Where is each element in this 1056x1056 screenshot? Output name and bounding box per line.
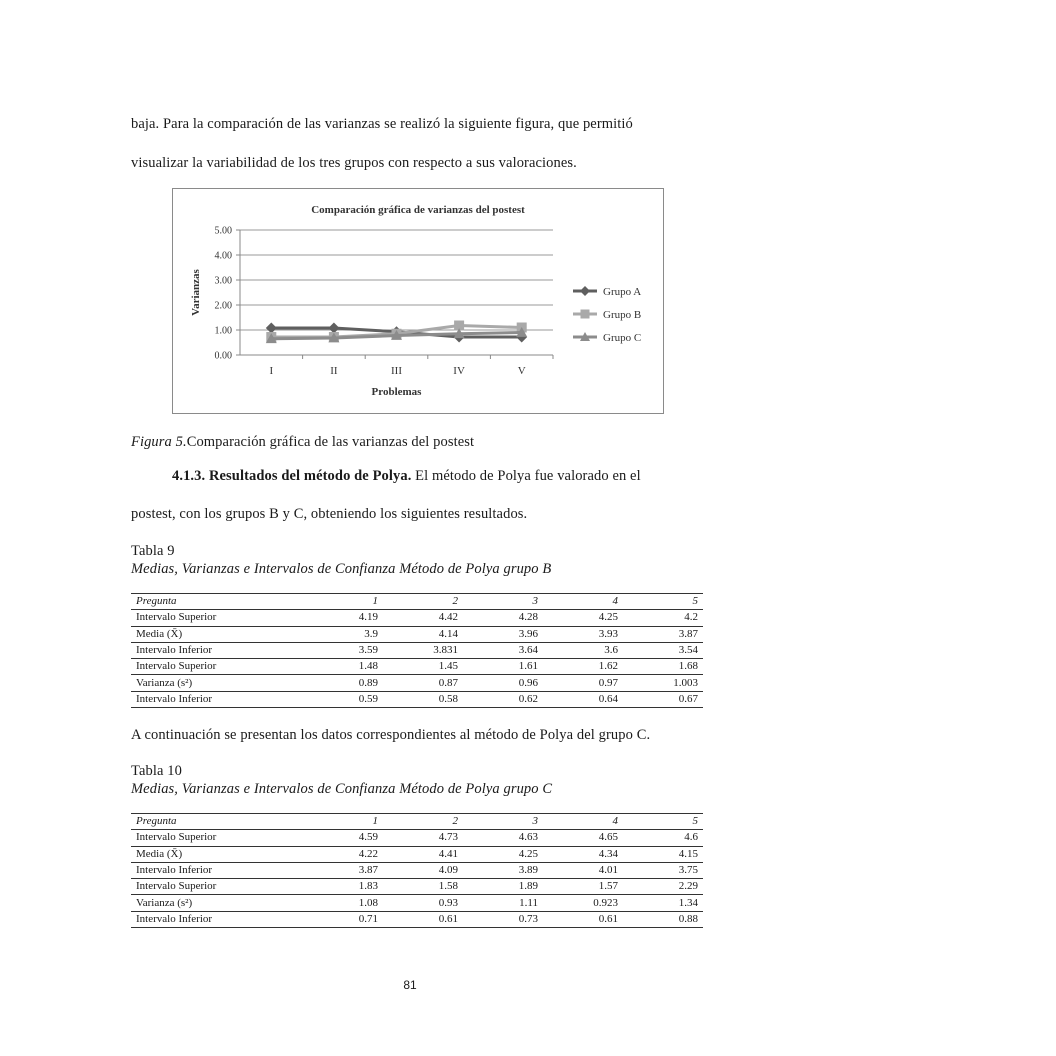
table-cell: 4.34 [543,846,623,862]
table-cell: 4.22 [303,846,383,862]
table-row [131,846,703,862]
table-cell: 0.73 [463,911,543,927]
table-cell: Intervalo Superior [131,830,303,846]
table-cell: 4.63 [463,830,543,846]
table-cell: 1.34 [623,895,703,911]
table-cell: 1.68 [623,659,703,675]
table-row [131,626,703,642]
table10 [131,813,703,928]
table-cell: 1.83 [303,879,383,895]
table-cell: Intervalo Inferior [131,911,303,927]
table-row [131,610,703,626]
table-cell: 4.14 [383,626,463,642]
table-header-cell: 1 [303,814,383,830]
table-cell: 0.61 [383,911,463,927]
table9-title: Medias, Varianzas e Intervalos de Confianza Método de Polya grupo B [131,561,552,577]
table-cell: 0.923 [543,895,623,911]
body-paragraph-3: postest, con los grupos B y C, obteniendo los siguientes resultados. [131,506,528,522]
legend-marker [580,286,590,296]
table-cell: 4.01 [543,862,623,878]
y-tick-label: 5.00 [214,225,232,237]
table-row [131,895,703,911]
x-axis-label: Problemas [371,386,422,398]
table-cell: Intervalo Inferior [131,691,303,707]
legend-label: Grupo B [603,309,642,321]
table-cell: 2.29 [623,879,703,895]
table-cell: Intervalo Superior [131,610,303,626]
table10-title: Medias, Varianzas e Intervalos de Confianza Método de Polya grupo C [131,781,553,797]
table10-label: Tabla 10 [131,763,182,779]
table-row [131,691,703,707]
table-cell: 4.6 [623,830,703,846]
section-heading: 4.1.3. Resultados del método de Polya. [172,468,412,484]
x-tick-label: I [269,365,274,377]
data-point [328,323,339,334]
body-paragraph-1: baja. Para la comparación de las varianzas se realizó la siguiente figura, que permitió [131,116,633,132]
table-cell: 1.61 [463,659,543,675]
table-cell: 3.93 [543,626,623,642]
table-cell: 4.09 [383,862,463,878]
y-axis-label: Varianzas [190,269,202,316]
table-header-cell: 5 [623,594,703,610]
legend-label: Grupo C [603,332,642,344]
table-header-row [131,814,703,830]
table-cell: 0.61 [543,911,623,927]
table-cell: 0.88 [623,911,703,927]
table-cell: 4.41 [383,846,463,862]
table-cell: 0.87 [383,675,463,691]
table-cell: 3.75 [623,862,703,878]
chart-title: Comparación gráfica de varianzas del postest [311,204,525,216]
table-cell: 3.87 [303,862,383,878]
figure-caption-label: Figura 5. [131,434,187,450]
x-tick-label: IV [453,365,465,377]
table-header-cell: Pregunta [131,814,303,830]
table-cell: 3.6 [543,642,623,658]
y-tick-label: 2.00 [214,300,232,312]
table-cell: 3.831 [383,642,463,658]
table-cell: 0.67 [623,691,703,707]
table-cell: Intervalo Superior [131,879,303,895]
table-header-cell: Pregunta [131,594,303,610]
table-cell: Media (X̄) [131,846,303,862]
table-cell: 1.11 [463,895,543,911]
table-cell: 4.25 [463,846,543,862]
table-cell: 0.58 [383,691,463,707]
table-cell: Varianza (s²) [131,675,303,691]
body-paragraph-2: visualizar la variabilidad de los tres grupos con respecto a sus valoraciones. [131,155,577,171]
page-number: 81 [403,978,417,992]
table-row [131,642,703,658]
table-cell: 3.9 [303,626,383,642]
table-row [131,830,703,846]
y-tick-label: 0.00 [214,350,232,362]
table-cell: 4.73 [383,830,463,846]
table-cell: 3.64 [463,642,543,658]
variance-chart-svg [173,189,663,413]
table-header-cell: 4 [543,594,623,610]
table-cell: 0.64 [543,691,623,707]
table-row [131,879,703,895]
section-text: El método de Polya fue valorado en el [411,468,641,484]
table-cell: Intervalo Superior [131,659,303,675]
table-cell: 4.59 [303,830,383,846]
table-cell: 1.003 [623,675,703,691]
figure-caption [131,434,474,451]
table-cell: 4.65 [543,830,623,846]
table-cell: 0.97 [543,675,623,691]
x-tick-label: II [330,365,338,377]
table-cell: 3.87 [623,626,703,642]
table-cell: Media (X̄) [131,626,303,642]
table-row [131,862,703,878]
table-header-cell: 1 [303,594,383,610]
table-cell: Intervalo Inferior [131,862,303,878]
legend-label: Grupo A [603,286,642,298]
table9 [131,593,703,708]
table-cell: 3.96 [463,626,543,642]
table-header-cell: 3 [463,814,543,830]
table-cell: 3.89 [463,862,543,878]
table-cell: 0.89 [303,675,383,691]
table-cell: 1.08 [303,895,383,911]
variance-chart [172,188,664,414]
table-cell: 4.42 [383,610,463,626]
table-cell: 1.48 [303,659,383,675]
table-row [131,675,703,691]
table-header-cell: 2 [383,594,463,610]
table-cell: 1.62 [543,659,623,675]
table-cell: 1.45 [383,659,463,675]
table-header-cell: 3 [463,594,543,610]
table-cell: 4.19 [303,610,383,626]
table-row [131,659,703,675]
table-cell: 0.93 [383,895,463,911]
legend-marker [581,310,590,319]
body-paragraph-4: A continuación se presentan los datos correspondientes al método de Polya del grupo C. [131,727,651,743]
table-cell: 4.2 [623,610,703,626]
y-tick-label: 3.00 [214,275,232,287]
table-cell: 1.58 [383,879,463,895]
table-cell: Intervalo Inferior [131,642,303,658]
table-cell: 4.28 [463,610,543,626]
table-cell: 0.96 [463,675,543,691]
y-tick-label: 4.00 [214,250,232,262]
x-tick-label: III [391,365,402,377]
y-tick-label: 1.00 [214,325,232,337]
table-header-cell: 2 [383,814,463,830]
table-cell: 3.59 [303,642,383,658]
data-point [266,323,277,334]
table-cell: 1.57 [543,879,623,895]
table-cell: 0.62 [463,691,543,707]
table-header-cell: 5 [623,814,703,830]
table-cell: 3.54 [623,642,703,658]
table9-label: Tabla 9 [131,543,175,559]
table-cell: Varianza (s²) [131,895,303,911]
table-row [131,911,703,927]
table-cell: 1.89 [463,879,543,895]
section-paragraph [172,468,641,485]
table-header-cell: 4 [543,814,623,830]
table-cell: 0.59 [303,691,383,707]
figure-caption-text: Comparación gráfica de las varianzas del postest [186,434,475,450]
table-cell: 4.15 [623,846,703,862]
table-header-row [131,594,703,610]
x-tick-label: V [517,365,526,377]
table-cell: 0.71 [303,911,383,927]
table-cell: 4.25 [543,610,623,626]
